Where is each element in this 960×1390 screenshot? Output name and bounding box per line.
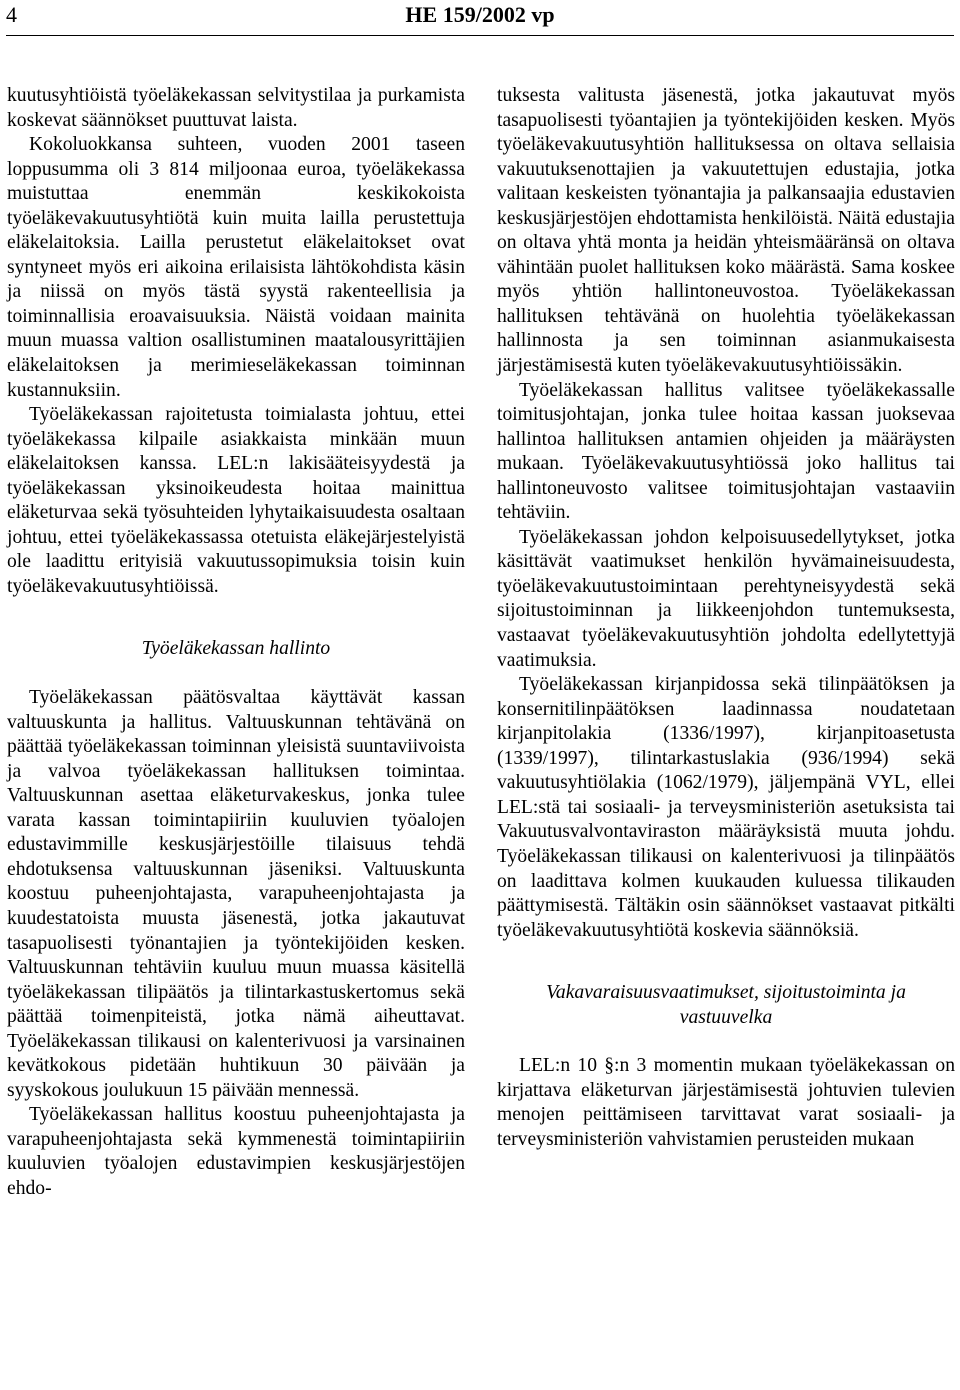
paragraph: Työeläkekassan päätösvaltaa käyttävät kassan valtuuskunta ja hallitus. Valtuuskunnan tehtävänä on päättää työeläkekassan toiminnan yleisistä suuntaviivoista ja valvoa työeläkekassan hallituksen toimintaa. Valtuuskunnan asettaa eläketurvakeskus, jonka tulee varata kassan toimintapiiriin kuuluvien työalojen edustavimmille keskusjärjestöille tilaisuus tehdä ehdotuksensa valtuuskunnan jäseniksi. Valtuuskunta koostuu puheenjohtajasta, varapuheenjohtajasta ja kuudestatoista muusta jäsenestä, jotka jakautuvat tasapuolisesti työnantajien ja työntekijöiden kesken. Valtuuskunnan tehtäviin kuuluu muun muassa käsitellä työeläkekassan tilipäätös ja tilintarkastuskertomus sekä päättää toimenpiteistä, jotka nämä aiheuttavat. Työeläkekassan tilikausi on kalenterivuosi ja varsinainen kevätkokous pidetään huhtikuun 30 päivään ja syyskokous joulukuun 15 päivään mennessä. [7,687,465,1101]
page-header [0,0,960,34]
document-id: HE 159/2002 vp [405,2,555,27]
paragraph: Työeläkekassan rajoitetusta toimialasta johtuu, ettei työeläkekassa kilpaile asiakkaista minkään muun eläkelaitoksen kanssa. LEL:n lakisääteisyydestä ja työeläkekassan yksinoikeudesta hoitaa mainittua eläketurvaa sekä työsuhteiden lyhytaikaisuudesta osaltaan johtuu, ettei työeläkekassassa otetuista eläkejärjestelyistä ole laadittu erityisiä vakuutussopimuksia toisin kuin työeläkevakuutusyhtiöissä. [7,404,465,597]
paragraph: LEL:n 10 §:n 3 momentin mukaan työeläkekassan on kirjattava eläketurvan järjestämisestä johtuvien tulevien menojen peittämiseen tarvittavat varat sosiaali- ja terveysministeriön vahvistamien perusteiden mukaan [497,1055,955,1150]
paragraph: Työeläkekassan hallitus valitsee työeläkekassalle toimitusjohtajan, jonka tulee hoitaa kassan juoksevaa hallintoa hallituksen antamien ohjeiden ja määräysten mukaan. Työeläkevakuutusyhtiössä joko hallitus tai hallintoneuvosto valitsee toimitusjohtajan vastaaviin tehtäviin. [497,379,955,524]
paragraph: Työeläkekassan hallitus koostuu puheenjohtajasta ja varapuheenjohtajasta sekä kymmenestä toimintapiiriin kuuluvien työalojen edustavimpien keskusjärjestöjen ehdo- [7,1104,465,1199]
section-heading: Vakavaraisuusvaatimukset, sijoitustoiminta ja vastuuvelka [546,982,906,1028]
right-column [497,84,955,1152]
header-rule [6,35,954,36]
section-heading: Työeläkekassan hallinto [141,638,331,660]
paragraph: tuksesta valitusta jäsenestä, jotka jakautuvat myös tasapuolisesti työantajien ja työntekijöiden kesken. Myös työeläkevakuutusyhtiön hallituksessa on oltava sellaisia vakuutuksenottajien ja vakuutettujen edustajia, jotka valitaan keskeisten työnantajia ja palkansaajia edustavien keskusjärjestöjen ehdottamista henkilöistä. Näitä edustajia on oltava yhtä monta ja heidän yhteismääränsä on oltava vähintään puolet hallituksen koko määrästä. Sama koskee myös yhtiön hallintoneuvostoa. Työeläkekassan hallituksen tehtävänä on huolehtia työeläkekassan hallinnosta ja sen toiminnan asianmukaisesta järjestämisestä kuten työeläkevakuutusyhtiöissäkin. [497,85,955,377]
paragraph: Kokoluokkansa suhteen, vuoden 2001 taseen loppusumma oli 3 814 miljoonaa euroa, työeläkekassa muistuttaa enemmän keskikokoista työeläkevakuutusyhtiötä kuin muita lailla perustettuja eläkelaitoksia. Lailla perustetut eläkelaitokset ovat syntyneet myös eri aikoina erilaisista lähtökohdista käsin ja niissä on myös tästä syystä rakenteellisia ja toiminnallisia eroavaisuuksia. Näistä voidaan mainita muun muassa valtion osallistuminen maatalousyrittäjien eläkelaitoksen ja merimieseläkekassan toiminnan kustannuksiin. [7,134,465,401]
paragraph: Työeläkekassan johdon kelpoisuusedellytykset, jotka käsittävät vaatimukset henkilön hyvämaineisuudesta, työeläkevakuutustoimintaan perehtyneisyydestä sekä sijoitustoiminnan ja liikkeenjohdon tuntemuksesta, vastaavat työeläkevakuutusyhtiön johdolta edellytettyjä vaatimuksia. [497,526,955,671]
paragraph: kuutusyhtiöistä työeläkekassan selvitystilaa ja purkamista koskevat säännökset puuttuvat laista. [7,85,465,131]
left-column [7,84,465,1202]
paragraph: Työeläkekassan kirjanpidossa sekä tilinpäätöksen ja konsernitilinpäätöksen laadinnassa noudatetaan kirjanpitolakia (1336/1997), kirjanpitoasetusta (1339/1997), tilintarkastuslakia (936/1994) sekä vakuutusyhtiölakia (1062/1979), jäljempänä VYL, ellei LEL:stä tai sosiaali- ja terveysministeriön asetuksista tai Vakuutusvalvontaviraston määräyksistä muuta johdu. Työeläkekassan tilikausi on kalenterivuosi ja tilinpäätös on laadittava kolmen kuukauden kuluessa tilikauden päättymisestä. Tältäkin osin säännökset vastaavat pitkälti työeläkevakuutusyhtiötä koskevia säännöksiä. [497,674,955,941]
page-number: 4 [6,2,17,27]
